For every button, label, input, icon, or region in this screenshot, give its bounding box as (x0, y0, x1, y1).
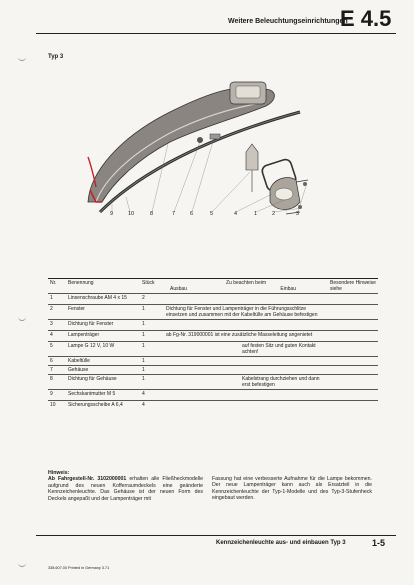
row-besondere (328, 305, 378, 320)
row-besondere (328, 320, 378, 331)
table-row (48, 390, 378, 401)
row-benennung: Sechskantmutter M 5 (66, 390, 140, 401)
punch-mark (18, 56, 26, 61)
row-stueck: 1 (140, 320, 164, 331)
header-zu-beachten-label: Zu beachten beim (225, 280, 267, 286)
row-stueck: 4 (140, 401, 164, 412)
header-rule (36, 33, 396, 34)
row-note (164, 401, 328, 412)
exploded-view-illustration (60, 62, 320, 232)
note-column-1 (48, 470, 203, 502)
table-row (48, 305, 378, 320)
row-besondere (328, 401, 378, 412)
row-benennung: Sicherungsscheibe A 6,4 (66, 401, 140, 412)
part-number: 8 (150, 211, 154, 217)
header-ausbau: Ausbau (170, 286, 187, 292)
section-code: E 4.5 (340, 6, 392, 31)
punch-mark (18, 562, 26, 567)
row-stueck: 1 (140, 305, 164, 320)
row-benennung: Linsenschraube AM 4 x 15 (66, 294, 140, 305)
row-stueck: 1 (140, 375, 164, 390)
table-row (48, 366, 378, 375)
part-number: 4 (234, 211, 238, 217)
row-nr: 7 (48, 366, 66, 375)
note-title: Hinweis: (48, 470, 70, 476)
row-besondere (328, 390, 378, 401)
row-note: auf festen Sitz und guten Kontakt achten! (164, 342, 328, 357)
row-benennung: Kabeltülle (66, 357, 140, 366)
header-besondere: Besondere Hinweise siehe (328, 279, 378, 294)
footer-title: Kennzeichenleuchte aus- und einbauen Typ 3 (216, 540, 346, 546)
header-einbau: Einbau (280, 286, 296, 292)
row-nr: 5 (48, 342, 66, 357)
row-note (164, 390, 328, 401)
punch-mark (18, 316, 26, 321)
row-nr: 6 (48, 357, 66, 366)
row-benennung: Gehäuse (66, 366, 140, 375)
note-column-2 (212, 476, 372, 502)
row-nr: 10 (48, 401, 66, 412)
part-number: 5 (210, 211, 214, 217)
row-nr: 4 (48, 331, 66, 342)
table-row (48, 342, 378, 357)
table-row (48, 401, 378, 412)
row-besondere (328, 366, 378, 375)
row-nr: 2 (48, 305, 66, 320)
row-besondere (328, 342, 378, 357)
note-body-1: erhalten alle Fließheckmodelle aufgrund des neuen Kofferraumdeckels eine geänderte Kennzeichenleuchte. Das Gehäuse ist der neuen Form des Deckels angepaßt und der Lampenträger mit (48, 476, 203, 502)
header-nr: Nr. (48, 279, 66, 294)
row-note (164, 366, 328, 375)
part-number: 6 (190, 211, 194, 217)
header-benennung: Benennung (66, 279, 140, 294)
footer-rule (36, 535, 396, 536)
row-note: Dichtung für Fenster und Lampenträger in die Führungsschlitze einsetzen und zusammen mit der Kabeltülle am Gehäuse befestigen (164, 305, 328, 320)
page-header-title: Weitere Beleuchtungseinrichtungen (228, 18, 348, 25)
part-number: 1 (254, 211, 258, 217)
row-benennung: Dichtung für Fenster (66, 320, 140, 331)
part-number: 7 (172, 211, 176, 217)
row-besondere (328, 357, 378, 366)
row-stueck: 2 (140, 294, 164, 305)
print-info: 338.607.00 Printed in Germany 3.71 (48, 566, 110, 570)
row-stueck: 1 (140, 331, 164, 342)
row-note: ab Fg-Nr. 319000001 ist eine zusätzliche Masseleitung angenietet (164, 331, 328, 342)
part-number-labels (60, 208, 320, 220)
note-body-2: Fassung hat eine verbesserte Aufnahme für die Lampe bekommen. Der neue Lampenträger kann auch als Ersatzteil in die Kennzeichenleuchte der Typ-1-Modelle und des Typ-3-Stufenheck eingebaut werden. (212, 476, 372, 502)
row-stueck: 1 (140, 366, 164, 375)
header-stueck: Stück (140, 279, 164, 294)
row-besondere (328, 331, 378, 342)
part-number: 9 (110, 211, 114, 217)
row-besondere (328, 294, 378, 305)
header-zu-beachten (164, 279, 328, 294)
row-benennung: Lampenträger (66, 331, 140, 342)
part-number: 2 (272, 211, 276, 217)
row-benennung: Fenster (66, 305, 140, 320)
parts-table (48, 278, 378, 412)
part-number: 3 (296, 211, 300, 217)
row-note (164, 294, 328, 305)
row-stueck: 1 (140, 357, 164, 366)
row-nr: 1 (48, 294, 66, 305)
page-number: 1-5 (372, 538, 386, 548)
table-row (48, 320, 378, 331)
row-nr: 9 (48, 390, 66, 401)
row-benennung: Dichtung für Gehäuse (66, 375, 140, 390)
row-besondere (328, 375, 378, 390)
row-stueck: 4 (140, 390, 164, 401)
row-note: Kabelstrang durchziehen und dann erst befestigen (164, 375, 328, 390)
table-row (48, 357, 378, 366)
vehicle-type-label: Typ 3 (48, 54, 64, 60)
part-number: 10 (128, 211, 135, 217)
row-benennung: Lampe G 12 V, 10 W (66, 342, 140, 357)
table-row (48, 375, 378, 390)
row-stueck: 1 (140, 342, 164, 357)
row-note (164, 357, 328, 366)
note-lead: Ab Fahrgestell-Nr. 3102000001 (48, 476, 127, 483)
table-row (48, 331, 378, 342)
row-nr: 8 (48, 375, 66, 390)
table-row (48, 294, 378, 305)
table-header-row (48, 279, 378, 294)
row-note (164, 320, 328, 331)
row-nr: 3 (48, 320, 66, 331)
